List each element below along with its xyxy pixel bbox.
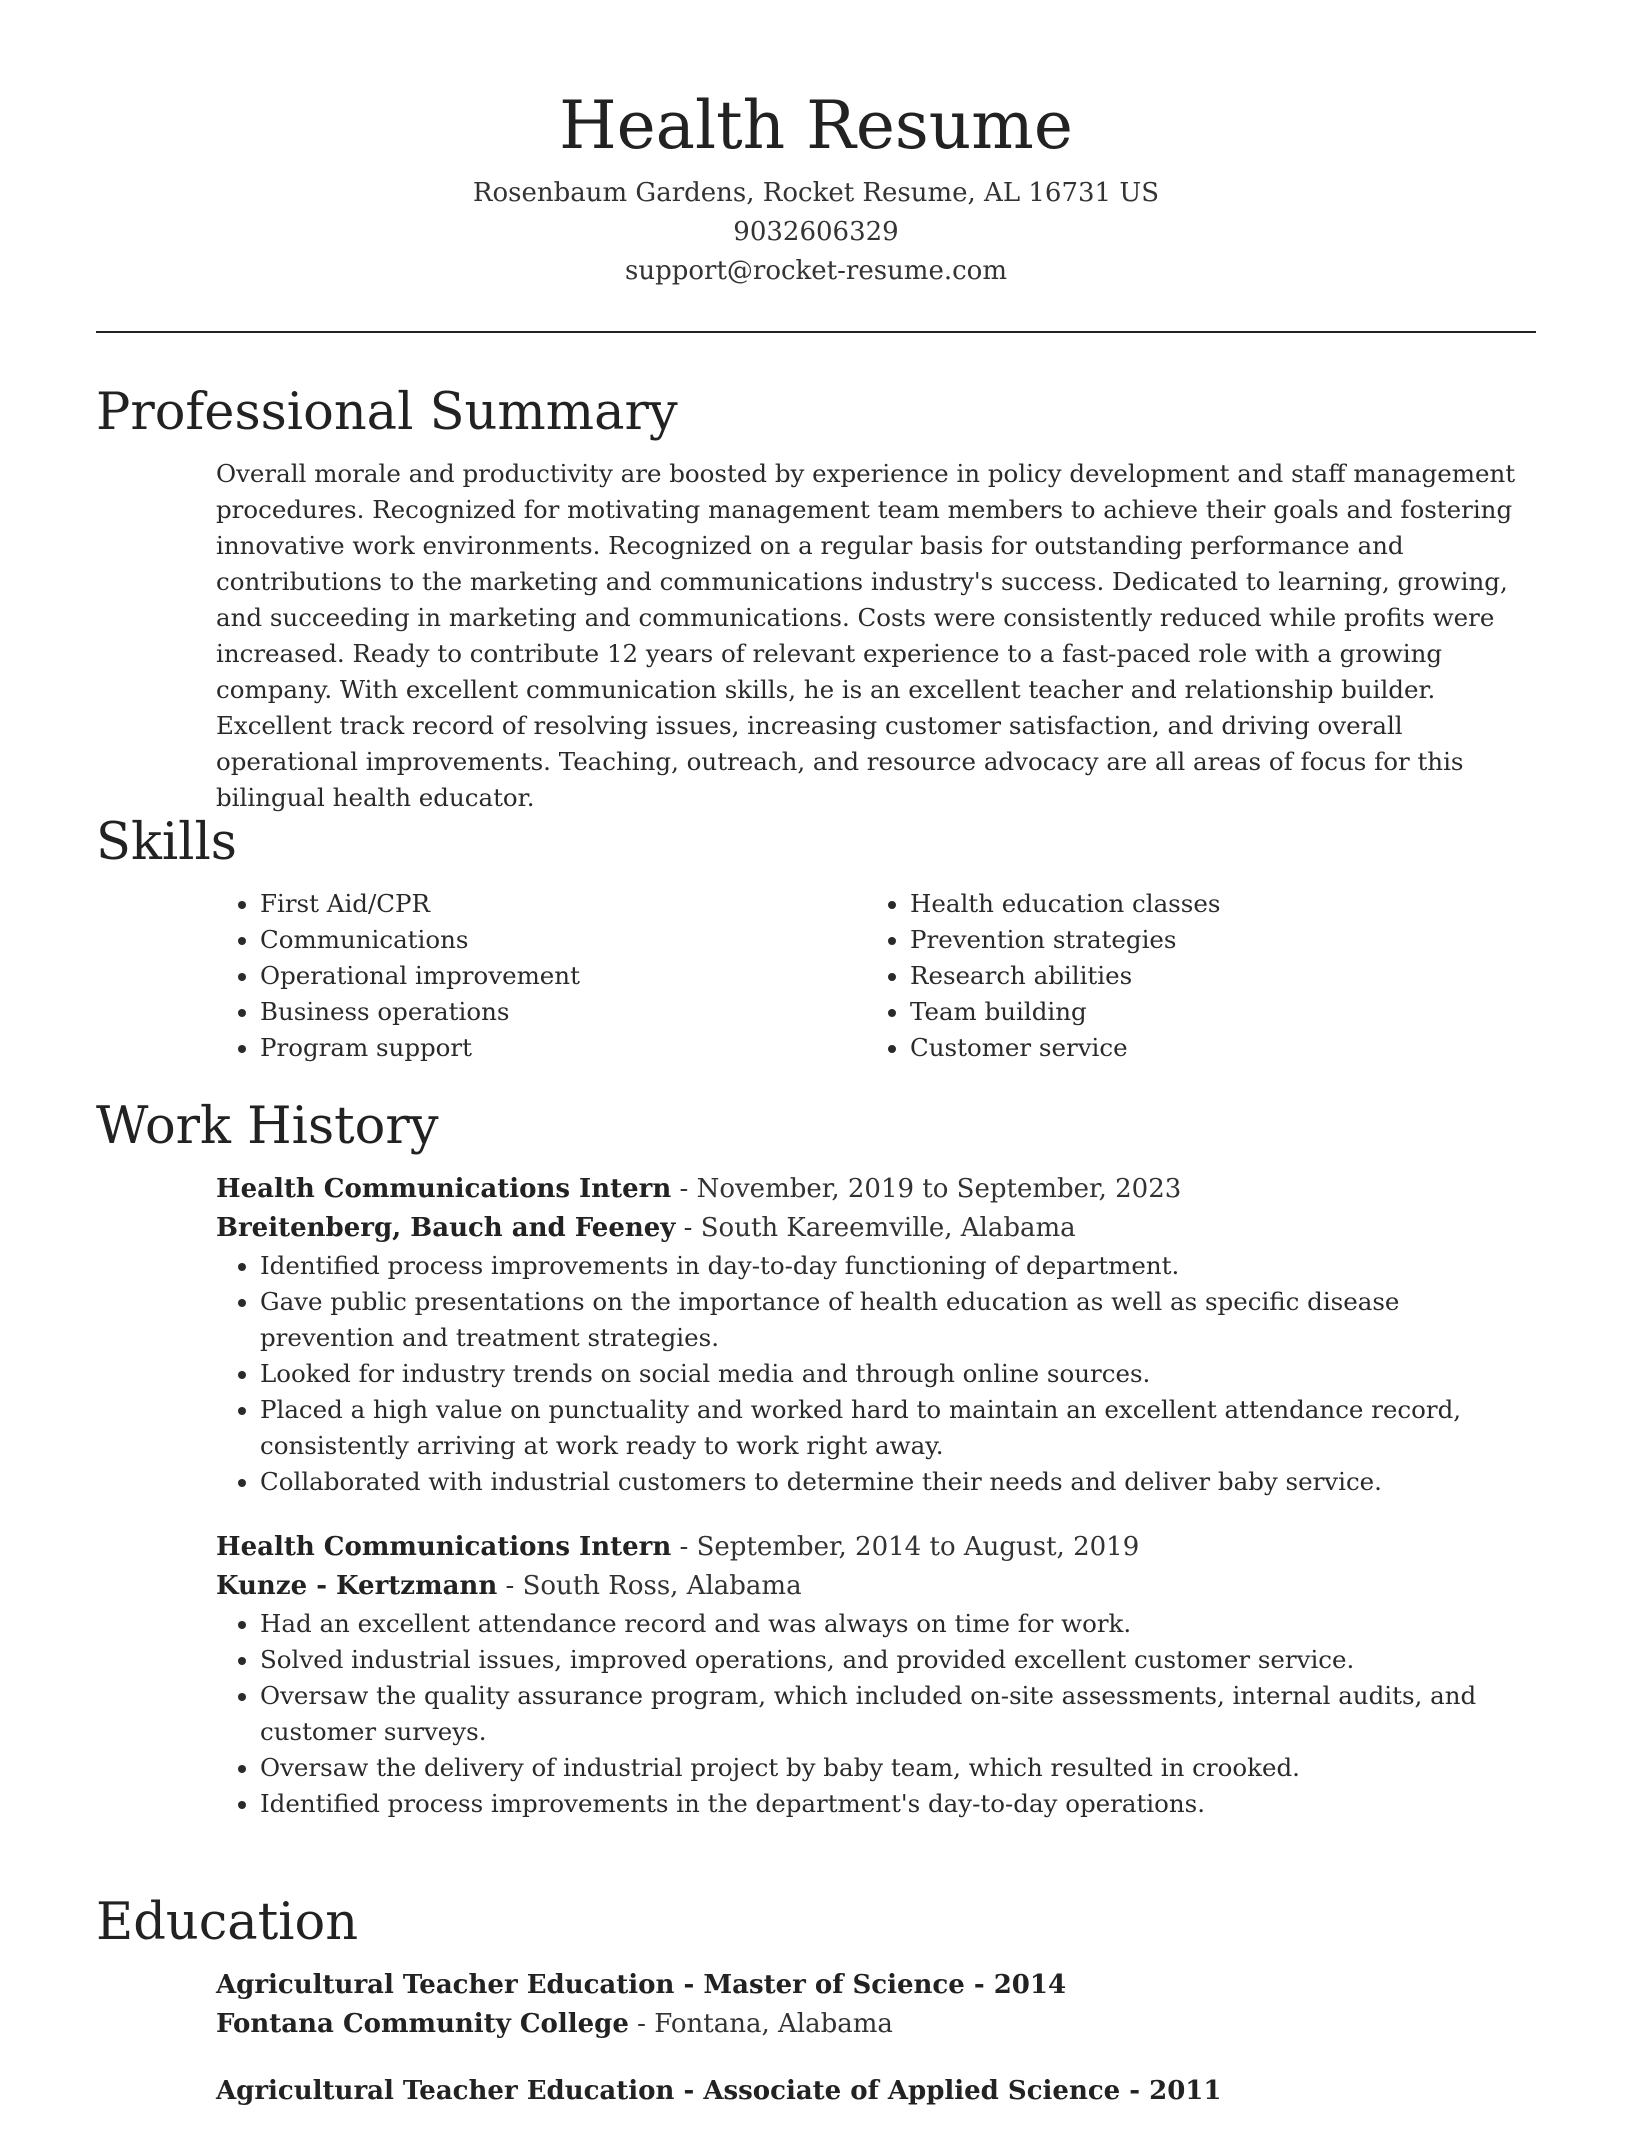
- job-dates: September, 2014 to August, 2019: [696, 1532, 1140, 1562]
- skills-column-left: [216, 886, 866, 1066]
- education-body: [216, 1966, 1536, 2111]
- skills-column-right: [866, 886, 1516, 1066]
- job-entry: [216, 1170, 1536, 1500]
- summary-title: Professional Summary: [96, 383, 678, 442]
- header-divider: [96, 331, 1536, 333]
- education-entry: [216, 2072, 1536, 2111]
- job-title-line: [216, 1170, 1536, 1209]
- job-role: Health Communications Intern: [216, 1532, 672, 1562]
- job-title-line: [216, 1528, 1536, 1567]
- job-employer-line: [216, 1209, 1536, 1248]
- summary-body: [216, 456, 1536, 816]
- school-name: Fontana Community College: [216, 2009, 629, 2039]
- skill-item: • Operational improvement: [260, 958, 866, 994]
- job-duty: • Placed a high value on punctuality and worked hard to maintain an excellent attendance record, consistently arriving at work ready to work right away.: [260, 1392, 1536, 1464]
- skill-item: • Health education classes: [910, 886, 1516, 922]
- separator-dash: -: [497, 1571, 523, 1601]
- skills-section: [96, 812, 1536, 1066]
- degree-line: [216, 2072, 1536, 2111]
- skill-item: • Program support: [260, 1030, 866, 1066]
- job-duty: • Oversaw the quality assurance program, which included on-site assessments, internal audits, and customer surveys.: [260, 1678, 1536, 1750]
- email-line: support@rocket-resume.com: [624, 256, 1007, 286]
- skill-item: • Communications: [260, 922, 866, 958]
- separator-dash: -: [628, 2009, 655, 2039]
- resume-header: [96, 0, 1536, 333]
- skill-item: • First Aid/CPR: [260, 886, 866, 922]
- skill-item: • Business operations: [260, 994, 866, 1030]
- job-duty: • Identified process improvements in the department's day-to-day operations.: [260, 1786, 1536, 1822]
- resume-name: Health Resume: [559, 87, 1073, 164]
- work-history-title: Work History: [96, 1097, 439, 1156]
- contact-block: [96, 174, 1536, 291]
- job-duty: • Looked for industry trends on social media and through online sources.: [260, 1356, 1536, 1392]
- job-location: South Ross, Alabama: [522, 1571, 802, 1601]
- job-duty: • Gave public presentations on the importance of health education as well as specific disease prevention and treatment strategies.: [260, 1284, 1536, 1356]
- education-section: [96, 1892, 1536, 2139]
- education-title: Education: [96, 1893, 359, 1952]
- degree-year: 2011: [1149, 2076, 1222, 2106]
- separator-dash: -: [674, 2076, 704, 2106]
- summary-section: [96, 382, 1536, 816]
- summary-text: Overall morale and productivity are boosted by experience in policy development and staff management procedures. Recognized for motivating management team members to achieve their goals and fostering innovative work environments. Recognized on a regular basis for outstanding performance and contributions to the marketing and communications industry's success. Dedicated to learning, growing, and succeeding in marketing and communications. Costs were consistently reduced while profits were increased. Ready to contribute 12 years of relevant experience to a fast-paced role with a growing company. With excellent communication skills, he is an excellent teacher and relationship builder. Excellent track record of resolving issues, increasing customer satisfaction, and driving overall operational improvements. Teaching, outreach, and resource advocacy are all areas of focus for this bilingual health educator.: [216, 459, 1516, 812]
- skill-item: • Customer service: [910, 1030, 1516, 1066]
- separator-dash: -: [675, 1213, 701, 1243]
- degree-field: Agricultural Teacher Education: [216, 1970, 675, 2000]
- skills-list-right: [866, 886, 1516, 1066]
- job-duty: • Collaborated with industrial customers to determine their needs and deliver baby service.: [260, 1464, 1536, 1500]
- education-entry: [216, 1966, 1536, 2044]
- school-location: Fontana, Alabama: [654, 2009, 893, 2039]
- phone-line: 9032606329: [733, 217, 899, 247]
- separator-dash: -: [671, 1174, 697, 1204]
- skills-title: Skills: [96, 813, 237, 872]
- skills-list-left: [216, 886, 866, 1066]
- skill-item: • Research abilities: [910, 958, 1516, 994]
- skill-item: • Team building: [910, 994, 1516, 1030]
- job-duties-list: [216, 1606, 1536, 1822]
- degree-name: Master of Science: [703, 1970, 965, 2000]
- address-line: Rosenbaum Gardens, Rocket Resume, AL 16731 US: [472, 178, 1160, 208]
- separator-dash: -: [674, 1970, 704, 2000]
- work-history-body: [216, 1170, 1536, 1822]
- separator-dash: -: [671, 1532, 697, 1562]
- job-location: South Kareemville, Alabama: [700, 1213, 1076, 1243]
- degree-name: Associate of Applied Science: [703, 2076, 1121, 2106]
- skills-grid: [216, 886, 1536, 1066]
- skill-item: • Prevention strategies: [910, 922, 1516, 958]
- job-dates: November, 2019 to September, 2023: [696, 1174, 1182, 1204]
- job-employer: Kunze - Kertzmann: [216, 1571, 498, 1601]
- degree-field: Agricultural Teacher Education: [216, 2076, 675, 2106]
- job-employer: Breitenberg, Bauch and Feeney: [216, 1213, 676, 1243]
- job-duty: • Oversaw the delivery of industrial project by baby team, which resulted in crooked.: [260, 1750, 1536, 1786]
- degree-year: 2014: [993, 1970, 1067, 2000]
- job-duty: • Had an excellent attendance record and was always on time for work.: [260, 1606, 1536, 1642]
- degree-line: [216, 1966, 1536, 2005]
- resume-page: [96, 0, 1536, 2106]
- school-line: [216, 2005, 1536, 2044]
- separator-dash: -: [964, 1970, 994, 2000]
- job-duty: • Identified process improvements in day-to-day functioning of department.: [260, 1248, 1536, 1284]
- job-role: Health Communications Intern: [216, 1174, 672, 1204]
- job-entry: [216, 1528, 1536, 1822]
- separator-dash: -: [1120, 2076, 1150, 2106]
- job-employer-line: [216, 1567, 1536, 1606]
- work-history-section: [96, 1096, 1536, 1822]
- job-duties-list: [216, 1248, 1536, 1500]
- job-duty: • Solved industrial issues, improved operations, and provided excellent customer service.: [260, 1642, 1536, 1678]
